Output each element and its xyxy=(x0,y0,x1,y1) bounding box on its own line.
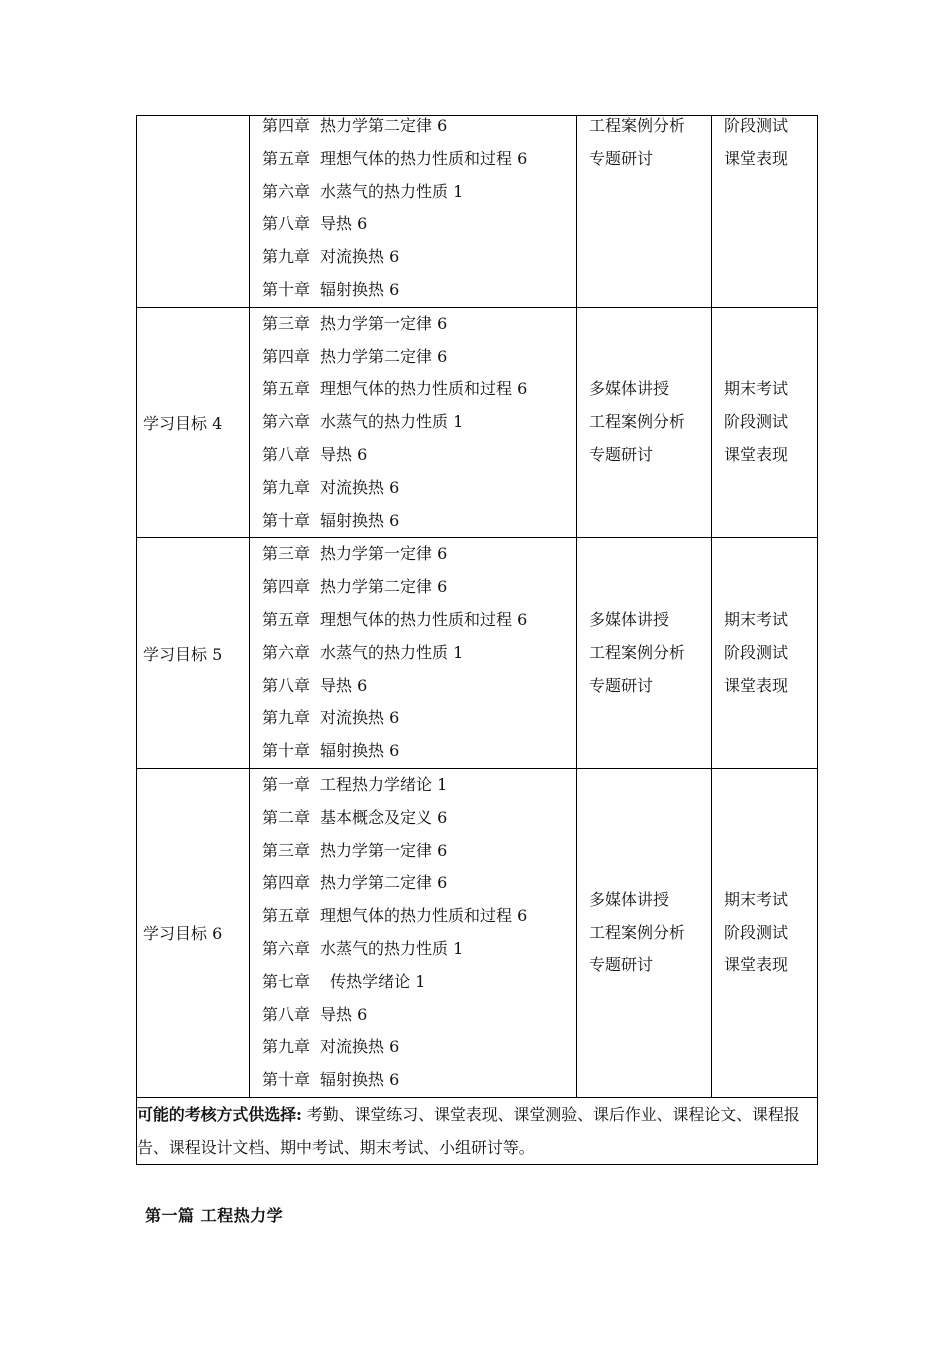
chapter-title: 辐射换热 6 xyxy=(320,510,400,530)
chapter-number: 第五章 xyxy=(262,379,311,399)
teaching-method: 工程案例分析 xyxy=(589,922,686,942)
chapter-title: 对流换热 6 xyxy=(320,1037,400,1057)
chapter-title: 导热 6 xyxy=(320,214,368,234)
chapter-title: 辐射换热 6 xyxy=(320,1070,400,1090)
assessment-cell xyxy=(712,307,818,538)
chapter-number: 第六章 xyxy=(262,412,311,432)
chapter-number: 第十章 xyxy=(262,1070,311,1090)
chapter-item xyxy=(262,176,576,209)
assessment-method: 期末考试 xyxy=(724,609,789,629)
chapters-cell xyxy=(250,307,577,538)
chapter-title: 对流换热 6 xyxy=(320,708,400,728)
chapter-item xyxy=(262,670,576,703)
chapter-title: 水蒸气的热力性质 1 xyxy=(320,181,464,201)
assessment-note-label: 可能的考核方式供选择: xyxy=(137,1104,302,1124)
chapter-number: 第八章 xyxy=(262,675,311,695)
assessment-method: 课堂表现 xyxy=(724,148,789,168)
teaching-method: 专题研讨 xyxy=(589,955,654,975)
chapter-item xyxy=(262,472,576,505)
chapter-item xyxy=(262,735,576,768)
chapter-number: 第九章 xyxy=(262,247,311,267)
chapter-number: 第五章 xyxy=(262,609,311,629)
chapter-title: 热力学第二定律 6 xyxy=(320,873,448,893)
chapter-title: 理想气体的热力性质和过程 6 xyxy=(320,379,528,399)
chapters-cell xyxy=(250,768,577,1097)
chapter-title: 对流换热 6 xyxy=(320,477,400,497)
assessment-cell xyxy=(712,768,818,1097)
chapter-number: 第十章 xyxy=(262,741,311,761)
chapter-item xyxy=(262,1064,576,1097)
chapter-item xyxy=(262,637,576,670)
teaching-method: 专题研讨 xyxy=(589,675,654,695)
chapter-number: 第九章 xyxy=(262,1037,311,1057)
teaching-methods-cell xyxy=(577,538,712,769)
teaching-method: 工程案例分析 xyxy=(589,642,686,662)
chapter-title: 传热学绪论 1 xyxy=(320,971,426,991)
chapter-title: 导热 6 xyxy=(320,1004,368,1024)
assessment-method: 课堂表现 xyxy=(724,955,789,975)
teaching-method: 专题研讨 xyxy=(589,148,654,168)
chapter-number: 第六章 xyxy=(262,938,311,958)
teaching-methods-cell xyxy=(577,307,712,538)
chapter-number: 第五章 xyxy=(262,148,311,168)
chapter-number: 第八章 xyxy=(262,1004,311,1024)
learning-goal-cell xyxy=(137,116,250,308)
document-page xyxy=(136,115,817,1165)
assessment-note xyxy=(137,1097,818,1164)
table-row xyxy=(137,538,818,769)
chapter-number: 第一章 xyxy=(262,774,311,794)
teaching-methods-cell xyxy=(577,116,712,308)
chapter-title: 工程热力学绪论 1 xyxy=(320,774,448,794)
chapter-item xyxy=(262,604,576,637)
course-assessment-table xyxy=(136,115,818,1165)
chapter-title: 导热 6 xyxy=(320,675,368,695)
chapter-number: 第七章 xyxy=(262,971,311,991)
chapter-title: 热力学第一定律 6 xyxy=(320,313,448,333)
table-row xyxy=(137,116,818,308)
assessment-method: 期末考试 xyxy=(724,889,789,909)
chapter-title: 水蒸气的热力性质 1 xyxy=(320,642,464,662)
assessment-method: 阶段测试 xyxy=(724,412,789,432)
chapter-title: 热力学第一定律 6 xyxy=(320,544,448,564)
chapter-item xyxy=(262,900,576,933)
chapter-item xyxy=(262,966,576,999)
assessment-method: 课堂表现 xyxy=(724,444,789,464)
chapter-number: 第四章 xyxy=(262,577,311,597)
chapter-number: 第四章 xyxy=(262,116,311,135)
chapter-number: 第十章 xyxy=(262,510,311,530)
learning-goal-cell: 学习目标 6 xyxy=(137,768,250,1097)
assessment-method: 阶段测试 xyxy=(724,116,789,135)
chapters-cell xyxy=(250,538,577,769)
chapter-item xyxy=(262,999,576,1032)
section-heading: 第一篇 工程热力学 xyxy=(145,1206,284,1225)
teaching-method: 专题研讨 xyxy=(589,444,654,464)
table-body xyxy=(137,116,818,1098)
chapter-item xyxy=(262,538,576,571)
chapter-number: 第三章 xyxy=(262,313,311,333)
chapters-cell xyxy=(250,116,577,308)
chapter-title: 基本概念及定义 6 xyxy=(320,807,448,827)
chapter-item xyxy=(262,110,576,143)
chapter-number: 第八章 xyxy=(262,214,311,234)
chapter-title: 水蒸气的热力性质 1 xyxy=(320,938,464,958)
assessment-cell xyxy=(712,116,818,308)
chapter-title: 辐射换热 6 xyxy=(320,279,400,299)
chapter-number: 第六章 xyxy=(262,181,311,201)
assessment-cell xyxy=(712,538,818,769)
chapter-number: 第四章 xyxy=(262,873,311,893)
chapter-title: 水蒸气的热力性质 1 xyxy=(320,412,464,432)
chapter-item xyxy=(262,835,576,868)
chapter-item xyxy=(262,571,576,604)
chapter-title: 热力学第一定律 6 xyxy=(320,840,448,860)
learning-goal-cell: 学习目标 4 xyxy=(137,307,250,538)
chapter-item xyxy=(262,341,576,374)
chapter-number: 第四章 xyxy=(262,346,311,366)
assessment-method: 阶段测试 xyxy=(724,922,789,942)
chapter-item xyxy=(262,802,576,835)
chapter-number: 第九章 xyxy=(262,477,311,497)
chapter-title: 热力学第二定律 6 xyxy=(320,116,448,135)
teaching-methods-cell xyxy=(577,768,712,1097)
chapter-number: 第三章 xyxy=(262,544,311,564)
chapter-item xyxy=(262,308,576,341)
assessment-method: 课堂表现 xyxy=(724,675,789,695)
chapter-number: 第十章 xyxy=(262,279,311,299)
assessment-method: 阶段测试 xyxy=(724,642,789,662)
chapter-title: 热力学第二定律 6 xyxy=(320,577,448,597)
learning-goal-cell: 学习目标 5 xyxy=(137,538,250,769)
table-row xyxy=(137,307,818,538)
chapter-title: 理想气体的热力性质和过程 6 xyxy=(320,906,528,926)
chapter-item xyxy=(262,373,576,406)
teaching-method: 多媒体讲授 xyxy=(589,889,670,909)
teaching-method: 多媒体讲授 xyxy=(589,609,670,629)
chapter-item xyxy=(262,933,576,966)
chapter-title: 对流换热 6 xyxy=(320,247,400,267)
assessment-note-row xyxy=(137,1097,818,1164)
teaching-method: 多媒体讲授 xyxy=(589,379,670,399)
chapter-number: 第五章 xyxy=(262,906,311,926)
chapter-number: 第三章 xyxy=(262,840,311,860)
table-row xyxy=(137,768,818,1097)
assessment-method: 期末考试 xyxy=(724,379,789,399)
chapter-item xyxy=(262,406,576,439)
chapter-item xyxy=(262,769,576,802)
chapter-title: 理想气体的热力性质和过程 6 xyxy=(320,148,528,168)
chapter-title: 辐射换热 6 xyxy=(320,741,400,761)
chapter-item xyxy=(262,241,576,274)
chapter-item xyxy=(262,208,576,241)
chapter-item xyxy=(262,1031,576,1064)
chapter-item xyxy=(262,505,576,538)
chapter-item xyxy=(262,274,576,307)
teaching-method: 工程案例分析 xyxy=(589,116,686,135)
chapter-title: 理想气体的热力性质和过程 6 xyxy=(320,609,528,629)
chapter-number: 第九章 xyxy=(262,708,311,728)
chapter-item xyxy=(262,143,576,176)
chapter-number: 第八章 xyxy=(262,444,311,464)
chapter-item xyxy=(262,867,576,900)
chapter-title: 导热 6 xyxy=(320,444,368,464)
chapter-item xyxy=(262,702,576,735)
chapter-title: 热力学第二定律 6 xyxy=(320,346,448,366)
assessment-note-text: 考勤、课堂练习、课堂表现、课堂测验、课后作业、课程论文、课程报告、课程设计文档、期中考试、期末考试、小组研讨等。 xyxy=(137,1104,800,1157)
chapter-number: 第二章 xyxy=(262,807,311,827)
teaching-method: 工程案例分析 xyxy=(589,412,686,432)
chapter-item xyxy=(262,439,576,472)
chapter-number: 第六章 xyxy=(262,642,311,662)
